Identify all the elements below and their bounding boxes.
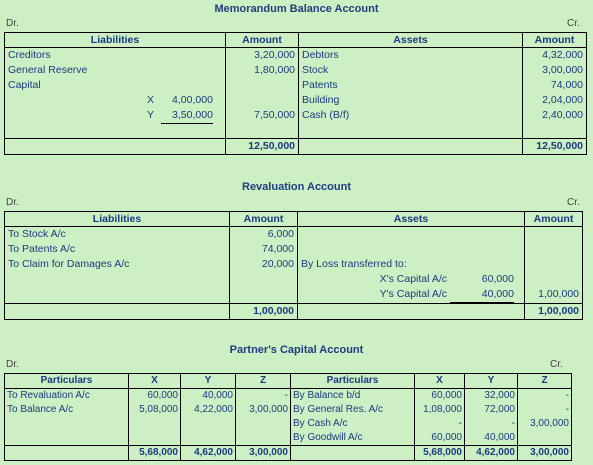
reval-x-capital-label: X's Capital A/c [379, 273, 447, 285]
capital-cell-0-2: 40,000 [181, 389, 236, 404]
capital-cell-0-5: 60,000 [415, 389, 465, 404]
memo-asset-debtors-amount: 4,32,000 [523, 48, 587, 64]
memo-total-right: 12,50,000 [523, 139, 587, 155]
partners-capital-table [4, 373, 572, 461]
reval-title: Revaluation Account [242, 181, 351, 193]
capital-total-y-cr: 4,62,000 [465, 446, 518, 461]
table-row [5, 403, 572, 417]
capital-dr-label: Dr. [6, 359, 19, 370]
memo-dr-label: Dr. [6, 18, 19, 29]
capital-header-y-cr: Y [465, 374, 518, 389]
memo-general-reserve-amount: 1,80,000 [226, 63, 299, 78]
capital-cell-2-4: By Cash A/c [291, 417, 415, 431]
capital-cell-1-4: By General Res. A/c [291, 403, 415, 417]
reval-total-left: 1,00,000 [230, 304, 298, 320]
reval-cr-label: Cr. [567, 197, 580, 208]
reval-loss-label: By Loss transferred to: [298, 257, 525, 272]
capital-cell-0-6: 32,000 [465, 389, 518, 404]
reval-dr-label: Dr. [6, 197, 19, 208]
capital-cell-3-6: 40,000 [465, 431, 518, 446]
reval-total-right: 1,00,000 [525, 304, 583, 320]
capital-cr-label: Cr. [550, 359, 563, 370]
memo-capital: Capital [5, 78, 226, 93]
capital-cell-0-1: 60,000 [129, 389, 181, 404]
reval-x-capital [298, 272, 525, 287]
memo-capital-y-label: Y [146, 109, 154, 121]
memo-asset-patents-amount: 74,000 [523, 78, 587, 93]
memo-creditors: Creditors [5, 48, 226, 64]
capital-cell-2-5: - [415, 417, 465, 431]
memo-title: Memorandum Balance Account [214, 3, 379, 15]
capital-title: Partner's Capital Account [229, 344, 364, 356]
memo-capital-y [5, 108, 226, 124]
capital-cell-1-5: 1,08,000 [415, 403, 465, 417]
reval-to-patents-amount: 74,000 [230, 242, 298, 257]
reval-y-capital [298, 287, 525, 304]
reval-header-amount-left: Amount [230, 212, 298, 227]
reval-y-capital-amount: 40,000 [450, 287, 514, 303]
capital-total-z-dr: 3,00,000 [236, 446, 291, 461]
reval-to-claim-amount: 20,000 [230, 257, 298, 272]
memo-balance-table [4, 32, 587, 155]
memo-capital-y-value: 3,50,000 [161, 108, 213, 124]
capital-header-particulars-dr: Particulars [5, 374, 129, 389]
capital-cell-2-1 [129, 417, 181, 431]
capital-cell-2-0 [5, 417, 129, 431]
capital-cell-0-3: - [236, 389, 291, 404]
memo-header-amount-left: Amount [226, 33, 299, 48]
capital-cell-1-0: To Balance A/c [5, 403, 129, 417]
memo-capital-amount: 7,50,000 [226, 108, 299, 124]
capital-header-y-dr: Y [181, 374, 236, 389]
table-row [5, 417, 572, 431]
memo-asset-cash-amount: 2,40,000 [523, 108, 587, 124]
capital-cell-3-4: By Goodwill A/c [291, 431, 415, 446]
capital-total-blank [5, 446, 129, 461]
reval-header-assets: Assets [298, 212, 525, 227]
reval-loss-total: 1,00,000 [525, 287, 583, 304]
capital-header-x-cr: X [415, 374, 465, 389]
reval-header-amount-right: Amount [525, 212, 583, 227]
memo-asset-building-amount: 2,04,000 [523, 93, 587, 108]
capital-cell-3-3 [236, 431, 291, 446]
memo-general-reserve: General Reserve [5, 63, 226, 78]
capital-cell-0-0: To Revaluation A/c [5, 389, 129, 404]
capital-cell-0-4: By Balance b/d [291, 389, 415, 404]
reval-x-capital-amount: 60,000 [481, 273, 514, 285]
capital-total-blank [291, 446, 415, 461]
capital-cell-2-2 [181, 417, 236, 431]
capital-total-x-cr: 5,68,000 [415, 446, 465, 461]
memo-asset-building: Building [299, 93, 523, 108]
capital-cell-1-2: 4,22,000 [181, 403, 236, 417]
reval-to-patents: To Patents A/c [5, 242, 230, 257]
memo-header-amount-right: Amount [523, 33, 587, 48]
memo-header-liabilities: Liabilities [5, 33, 226, 48]
capital-cell-3-2 [181, 431, 236, 446]
capital-cell-0-7: - [518, 389, 572, 404]
capital-cell-1-1: 5,08,000 [129, 403, 181, 417]
revaluation-table [4, 211, 583, 320]
capital-total-z-cr: 3,00,000 [518, 446, 572, 461]
reval-to-claim: To Claim for Damages A/c [5, 257, 230, 272]
memo-header-assets: Assets [299, 33, 523, 48]
memo-capital-x-value: 4,00,000 [172, 94, 213, 106]
memo-capital-x [5, 93, 226, 108]
capital-cell-2-3 [236, 417, 291, 431]
memo-cr-label: Cr. [567, 18, 580, 29]
capital-cell-1-3: 3,00,000 [236, 403, 291, 417]
memo-asset-debtors: Debtors [299, 48, 523, 64]
capital-cell-1-7: - [518, 403, 572, 417]
capital-cell-2-7: 3,00,000 [518, 417, 572, 431]
memo-asset-stock: Stock [299, 63, 523, 78]
memo-asset-patents: Patents [299, 78, 523, 93]
capital-total-x-dr: 5,68,000 [129, 446, 181, 461]
reval-header-liabilities: Liabilities [5, 212, 230, 227]
capital-cell-3-5: 60,000 [415, 431, 465, 446]
capital-header-z-dr: Z [236, 374, 291, 389]
memo-capital-x-label: X [146, 94, 154, 106]
memo-asset-stock-amount: 3,00,000 [523, 63, 587, 78]
table-row [5, 389, 572, 404]
capital-header-x-dr: X [129, 374, 181, 389]
capital-cell-3-7 [518, 431, 572, 446]
capital-total-y-dr: 4,62,000 [181, 446, 236, 461]
table-row [5, 431, 572, 446]
capital-cell-2-6: - [465, 417, 518, 431]
reval-to-stock-amount: 6,000 [230, 227, 298, 243]
reval-to-stock: To Stock A/c [5, 227, 230, 243]
memo-asset-cash: Cash (B/f) [299, 108, 523, 124]
memo-creditors-amount: 3,20,000 [226, 48, 299, 64]
capital-header-z-cr: Z [518, 374, 572, 389]
memo-total-left: 12,50,000 [226, 139, 299, 155]
capital-cell-3-0 [5, 431, 129, 446]
capital-cell-1-6: 72,000 [465, 403, 518, 417]
capital-header-particulars-cr: Particulars [291, 374, 415, 389]
capital-cell-3-1 [129, 431, 181, 446]
reval-y-capital-label: Y's Capital A/c [379, 288, 447, 300]
